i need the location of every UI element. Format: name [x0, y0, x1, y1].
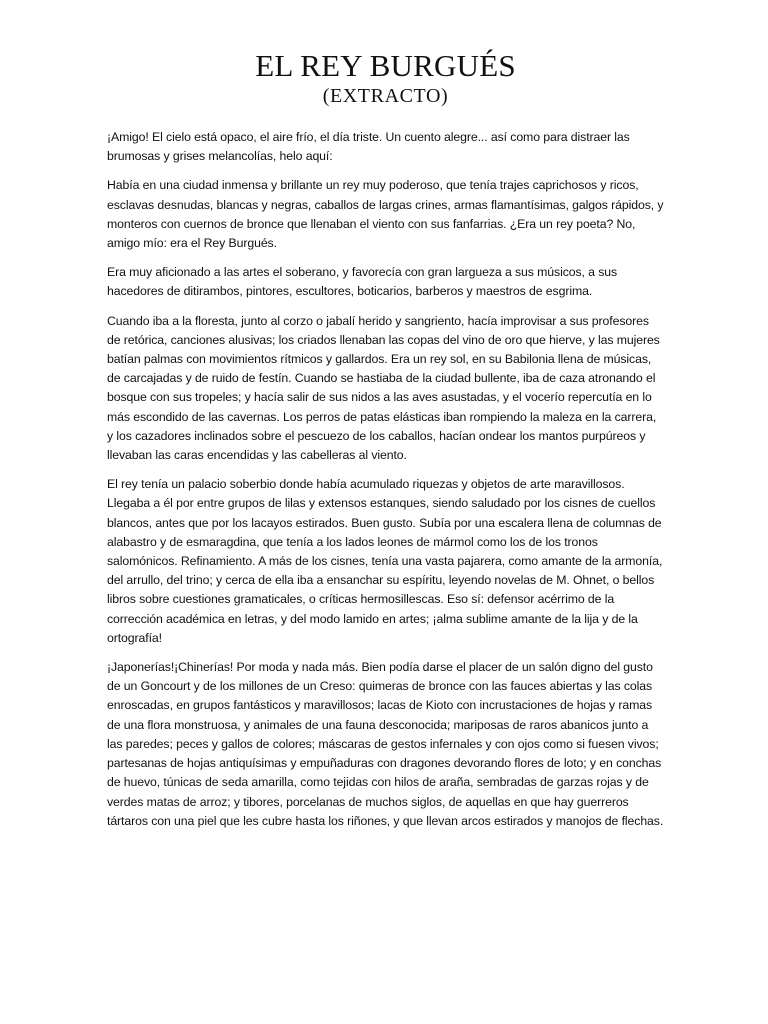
paragraph-3: Era muy aficionado a las artes el soberano, y favorecía con gran largueza a sus músicos, a sus hacedores de ditirambos, pintores, escultores, boticarios, barberos y maestros de esgrima.	[107, 265, 618, 299]
document-subtitle: (EXTRACTO)	[322, 85, 449, 107]
paragraph-2: Había en una ciudad inmensa y brillante un rey muy poderoso, que tenía trajes caprichosos y ricos, esclavas desnudas, blancas y negras, caballos de largas crines, armas flamantísimas, galgos rápidos, y monteros con cuernos de bronce que llenaban el viento con sus fanfarrias. ¿Era un rey poeta? No, amigo mío: era el Rey Burgués.	[107, 178, 664, 251]
paragraph-5: El rey tenía un palacio soberbio donde había acumulado riquezas y objetos de arte maravillosos. Llegaba a él por entre grupos de lilas y extensos estanques, siendo saludado por los cisnes de cuellos blancos, antes que por los lacayos estirados. Buen gusto. Subía por una escalera llena de columnas de alabastro y de esmaragdina, que tenía a los lados leones de mármol como los de los tronos salomónicos. Refinamiento. A más de los cisnes, tenía una vasta pajarera, como amante de la armonía, del arrullo, del trino; y cerca de ella iba a ensanchar su espíritu, leyendo novelas de M. Ohnet, o bellos libros sobre cuestiones gramaticales, o críticas hermosillescas. Eso sí: defensor acérrimo de la corrección académica en letras, y del modo lamido en artes; ¡alma sublime amante de la lija y de la ortografía!	[107, 477, 663, 645]
paragraph-4: Cuando iba a la floresta, junto al corzo o jabalí herido y sangriento, hacía improvisar a sus profesores de retórica, canciones alusivas; los criados llenaban las copas del vino de oro que hierve, y las mujeres batían palmas con movimientos rítmicos y gallardos. Era un rey sol, en su Babilonia llena de músicas, de carcajadas y de ruido de festín. Cuando se hastiaba de la ciudad bullente, iba de caza atronando el bosque con sus tropeles; y hacía salir de sus nidos a las aves asustadas, y el vocerío repercutía en lo más escondido de las cavernas. Los perros de patas elásticas iban rompiendo la maleza en la carrera, y los cazadores inclinados sobre el pescuezo de los caballos, hacían ondear los mantos purpúreos y llevaban las caras encendidas y las cabelleras al viento.	[107, 313, 660, 463]
paragraph-6: ¡Japonerías!¡Chinerías! Por moda y nada más. Bien podía darse el placer de un salón digno del gusto de un Goncourt y de los millones de un Creso: quimeras de bronce con las fauces abiertas y las colas enroscadas, en grupos fantásticos y maravillosos; lacas de Kioto con incrustaciones de hojas y ramas de una flora monstruosa, y animales de una fauna desconocida; mariposas de raros abanicos junto a las paredes; peces y gallos de colores; máscaras de gestos infernales y con ojos como si fuesen vivos; partesanas de hojas antiquísimas y empuñaduras con dragones devorando flores de loto; y en conchas de huevo, túnicas de seda amarilla, como tejidas con hilos de araña, sembradas de garzas rojas y de verdes matas de arroz; y tibores, porcelanas de muchos siglos, de aquellas en que hay guerreros tártaros con una piel que les cubre hasta los riñones, y que llevan arcos estirados y manojos de flechas.	[107, 660, 664, 828]
document-body	[107, 128, 664, 831]
document-title: EL REY BURGUÉS	[255, 48, 516, 83]
paragraph-1: ¡Amigo! El cielo está opaco, el aire frío, el día triste. Un cuento alegre... así como para distraer las brumosas y grises melancolías, helo aquí:	[107, 130, 630, 164]
